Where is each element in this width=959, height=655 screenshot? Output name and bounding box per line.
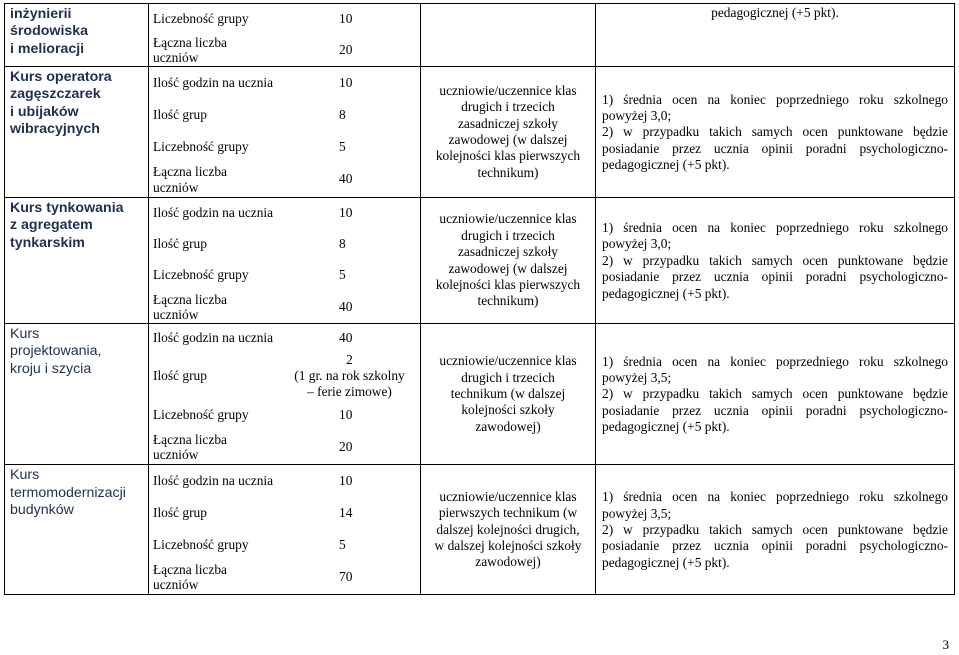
param-label: Ilość godzin na ucznia (153, 74, 274, 90)
criterion-item: 1) średnia ocen na koniec poprzedniego roku szkolnego powyżej 3,5; (602, 489, 948, 521)
param-label: Liczebność grupy (153, 138, 249, 154)
param-label: Liczebność grupy (153, 407, 249, 423)
param-label: Ilość godzin na ucznia (153, 204, 274, 220)
params-table (149, 324, 420, 464)
criteria-list (602, 489, 948, 571)
course-table (4, 3, 955, 595)
eligibility-text: uczniowie/uczennice klas drugich i trzecich zasadniczej szkoły zawodowej (w dalszej kolejności klas pierwszych technikum) (435, 211, 581, 309)
criterion-item: 2) w przypadku takich samych ocen punktowane będzie posiadanie przez ucznia opinii poradni psychologiczno-pedagogicznej (+5 pkt). (602, 522, 948, 570)
param-value: 14 (339, 505, 353, 521)
criterion-item: 1) średnia ocen na koniec poprzedniego roku szkolnego powyżej 3,0; (602, 91, 948, 123)
criteria-cell (596, 198, 955, 324)
course-name-cell (5, 67, 149, 198)
param-label: Ilość godzin na ucznia (153, 329, 274, 345)
eligibility-cell (421, 67, 596, 198)
course-name-cell (5, 324, 149, 465)
param-value: 40 (339, 329, 353, 345)
table-row (5, 4, 955, 67)
criteria-cell (596, 465, 955, 595)
course-name: Kurs termomodernizacji budynków (10, 467, 126, 518)
course-name: Kurs projektowania, kroju i szycia (10, 326, 102, 377)
criterion-item: 2) w przypadku takich samych ocen punktowane będzie posiadanie przez ucznia opinii poradni psychologiczno-pedagogicznej (+5 pkt). (602, 124, 948, 173)
param-label: Łączna liczba uczniów (153, 431, 227, 463)
params-table (149, 67, 420, 196)
params-cell (149, 324, 421, 465)
criteria-text: pedagogicznej (+5 pkt). (711, 5, 839, 20)
param-label: Łączna liczba uczniów (153, 34, 227, 65)
table-row (5, 465, 955, 595)
param-value: 8 (339, 106, 346, 122)
param-value: 20 (339, 439, 353, 455)
table-row (5, 324, 955, 465)
param-label: Ilość grup (153, 106, 207, 122)
criterion-item: 1) średnia ocen na koniec poprzedniego roku szkolnego powyżej 3,0; (602, 220, 948, 252)
param-label: Łączna liczba uczniów (153, 291, 227, 322)
params-cell (149, 4, 421, 67)
course-name: Kurs tynkowania z agregatem tynkarskim (10, 200, 124, 251)
param-label: Liczebność grupy (153, 267, 249, 283)
criteria-list (602, 92, 948, 174)
course-name: inżynierii środowiska i melioracji (10, 6, 89, 57)
param-value: 10 (339, 10, 353, 26)
param-label: Ilość grup (153, 367, 207, 383)
course-name: Kurs operatora zagęszczarek i ubijaków wibracyjnych (10, 69, 112, 137)
param-label: Liczebność grupy (153, 537, 249, 553)
eligibility-text: uczniowie/uczennice klas pierwszych technikum (w dalszej kolejności drugich, w dalszej kolejności szkoły zawodowej) (434, 488, 582, 570)
param-label: Liczebność grupy (153, 10, 249, 26)
params-cell (149, 465, 421, 595)
criterion-item: 1) średnia ocen na koniec poprzedniego roku szkolnego powyżej 3,5; (602, 353, 948, 386)
params-cell (149, 198, 421, 324)
page-number: 3 (942, 637, 949, 652)
params-table (149, 465, 420, 594)
params-table (149, 4, 420, 66)
eligibility-text: uczniowie/uczennice klas drugich i trzecich zasadniczej szkoły zawodowej (w dalszej kolejności klas pierwszych technikum) (435, 82, 581, 180)
param-value: 40 (339, 171, 353, 187)
params-table (149, 198, 420, 323)
course-name-cell (5, 198, 149, 324)
criteria-cell (596, 67, 955, 198)
criteria-list (602, 220, 948, 302)
eligibility-cell (421, 198, 596, 324)
course-name-cell (5, 465, 149, 595)
param-label: Ilość grup (153, 505, 207, 521)
param-value: 5 (339, 267, 346, 283)
param-value: 10 (339, 472, 353, 488)
param-value: 5 (339, 537, 346, 553)
param-label: Ilość grup (153, 235, 207, 251)
eligibility-cell (421, 324, 596, 465)
param-value: 2 (1 gr. na rok szkolny – ferie zimowe) (294, 352, 405, 400)
param-label: Ilość godzin na ucznia (153, 472, 274, 488)
course-name-cell (5, 4, 149, 67)
criteria-cell (596, 324, 955, 465)
param-label: Łączna liczba uczniów (153, 561, 227, 593)
criterion-item: 2) w przypadku takich samych ocen punktowane będzie posiadanie przez ucznia opinii poradni psychologiczno-pedagogicznej (+5 pkt). (602, 252, 948, 301)
params-cell (149, 67, 421, 198)
param-value: 20 (339, 41, 353, 57)
param-value: 10 (339, 204, 353, 220)
table-row (5, 198, 955, 324)
criterion-item: 2) w przypadku takich samych ocen punktowane będzie posiadanie przez ucznia opinii poradni psychologiczno-pedagogicznej (+5 pkt). (602, 386, 948, 435)
param-value: 10 (339, 74, 353, 90)
table-row (5, 67, 955, 198)
param-value: 8 (339, 235, 346, 251)
eligibility-text: uczniowie/uczennice klas drugich i trzecich technikum (w dalszej kolejności szkoły zawodowej) (439, 353, 577, 434)
param-label: Łączna liczba uczniów (153, 164, 227, 195)
criteria-cell (596, 4, 955, 67)
eligibility-cell (421, 4, 596, 67)
param-value: 40 (339, 298, 353, 314)
param-value: 10 (339, 407, 353, 423)
criteria-list (602, 354, 948, 436)
param-value: 70 (339, 569, 353, 585)
param-value: 5 (339, 138, 346, 154)
eligibility-cell (421, 465, 596, 595)
